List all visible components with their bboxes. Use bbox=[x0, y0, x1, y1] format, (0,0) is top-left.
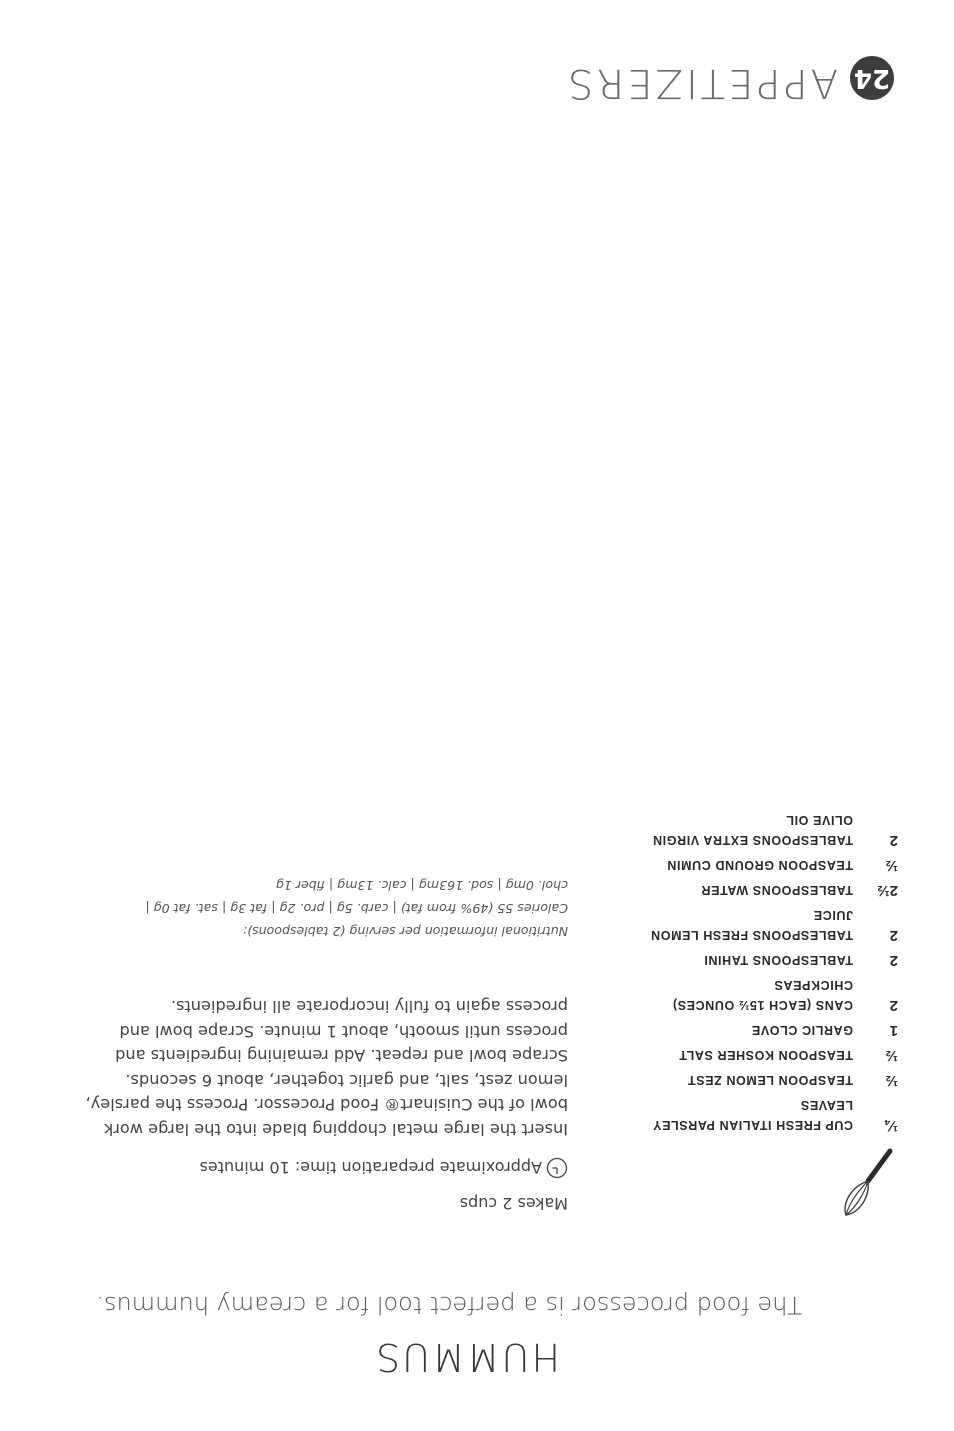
ingredient-qty: 1 bbox=[889, 1022, 898, 1039]
ingredient-item: GARLIC CLOVE bbox=[751, 1023, 853, 1037]
ingredient-qty: 2½ bbox=[877, 882, 898, 899]
ingredient-item: TABLESPOONS WATER bbox=[700, 883, 853, 897]
ingredient-row bbox=[598, 855, 898, 875]
ingredient-row bbox=[598, 1020, 898, 1040]
ingredient-item: CANS (EACH 15½ OUNCES) CHICKPEAS bbox=[672, 978, 853, 1012]
ingredient-row bbox=[598, 1070, 898, 1090]
prep-time bbox=[200, 1157, 568, 1179]
ingredient-qty: 2 bbox=[889, 832, 898, 849]
ingredient-item: TEASPOON LEMON ZEST bbox=[687, 1073, 853, 1087]
ingredient-item: CUP FRESH ITALIAN PARSLEY LEAVES bbox=[652, 1098, 853, 1132]
clock-icon bbox=[546, 1157, 568, 1179]
ingredient-item: TABLESPOONS TAHINI bbox=[703, 953, 853, 967]
recipe-title: HUMMUS bbox=[374, 1335, 560, 1379]
ingredient-qty: 2 bbox=[889, 927, 898, 944]
ingredient-row bbox=[598, 975, 898, 1015]
ingredient-list bbox=[598, 805, 898, 1135]
section-title: APPETIZERS bbox=[565, 60, 838, 106]
ingredient-qty: ¼ bbox=[885, 1117, 898, 1134]
ingredient-item: TABLESPOONS EXTRA VIRGIN OLIVE OIL bbox=[652, 813, 853, 847]
ingredient-row bbox=[598, 950, 898, 970]
ingredient-item: TEASPOON GROUND CUMIN bbox=[666, 858, 853, 872]
whisk-icon bbox=[838, 1147, 898, 1219]
ingredient-qty: ½ bbox=[885, 1072, 898, 1089]
nutrition-info bbox=[118, 874, 568, 943]
ingredient-qty: ½ bbox=[885, 857, 898, 874]
ingredient-row bbox=[598, 810, 898, 850]
ingredient-row bbox=[598, 1045, 898, 1065]
ingredient-row bbox=[598, 880, 898, 900]
prep-time-text: Approximate preparation time: 10 minutes bbox=[199, 1158, 542, 1178]
ingredient-item: TEASPOON KOSHER SALT bbox=[678, 1048, 853, 1062]
recipe-yield: Makes 2 cups bbox=[459, 1194, 568, 1213]
ingredient-qty: ½ bbox=[885, 1047, 898, 1064]
ingredient-qty: 2 bbox=[889, 952, 898, 969]
ingredient-row bbox=[598, 905, 898, 945]
nutrition-values: Calories 55 (49% from fat) | carb. 5g | pro. 2g | fat 3g | sat. fat 0g | chol. 0mg | sod. 163mg | calc. 13mg | fiber 1g bbox=[145, 878, 568, 916]
page-number-badge: 24 bbox=[850, 56, 894, 100]
recipe-subtitle: The food processor is a perfect tool for a creamy hummus. bbox=[96, 1291, 802, 1319]
ingredient-row bbox=[598, 1095, 898, 1135]
nutrition-label: Nutritional information per serving (2 tablespoons): bbox=[242, 924, 568, 939]
recipe-instructions: Insert the large metal chopping blade into the large work bowl of the Cuisinart® Food Processor. Process the parsley, lemon zest, salt, and garlic together, about 6 seconds. Scrape bowl and repeat. Add remaining ingredients and process until smooth, about 1 minute. Scrape bowl and process again to fully incorporate all ingredients. bbox=[85, 997, 568, 1139]
ingredient-qty: 2 bbox=[889, 997, 898, 1014]
ingredient-item: TABLESPOONS FRESH LEMON JUICE bbox=[650, 908, 853, 942]
